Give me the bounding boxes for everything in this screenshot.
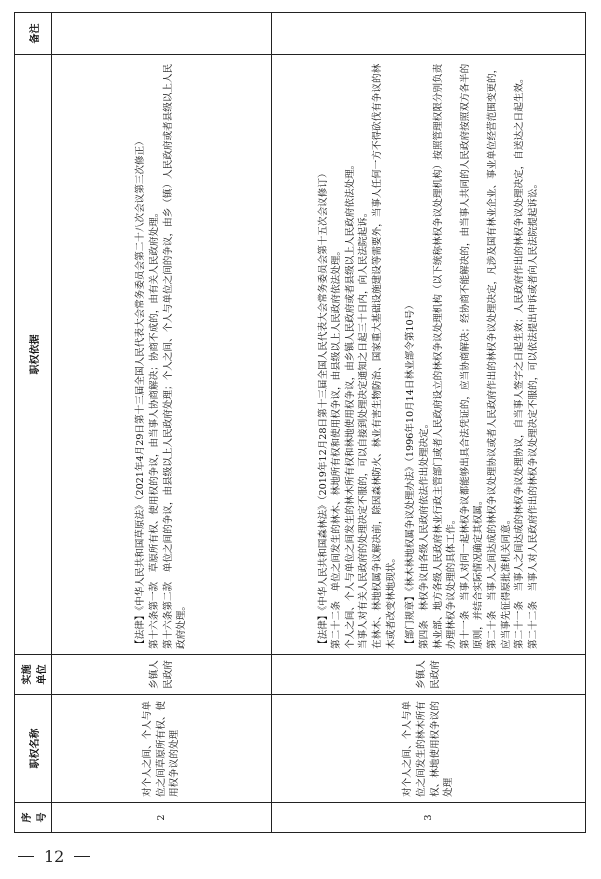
basis-line: 第二十一条 当事人之间达成的林权争议处理协议，自当事人签字之日起生效；人民政府作出的林权争议处理决定，自送达之日起生效。 [514,73,526,649]
table-header-row [15,13,52,833]
basis-line: 在林木、林地权属争议解决前，除因森林防火、林业有害生物防治、国家重大基础设施建设等需要外，当事人任何一方不得砍伐有争议的林木或者改变林地现状。 [372,63,397,649]
basis-line: 第二十二条 单位之间发生的林木、林地所有权和使用权争议，由县级以上人民政府依法处理。 [331,246,343,649]
basis-line: 【法律】《中华人民共和国森林法》（2019年12月28日第十三届全国人民代表大会常务委员会第十五次会议修订） [317,168,329,649]
row-authority-name: 对个人之间、个人与单位之间草原所有权、使用权争议的处理 [52,695,272,803]
row-seq: 2 [52,803,272,833]
basis-line: 林业部、地方各级人民政府林业行政主管部门或者人民政府设立的林权争议处理机构（以下统称林权争议处理机构）按照管理权限分别负责办理林权争议处理的具体工作。 [432,63,458,649]
row-basis [272,55,586,655]
basis-line: 【部门规章】《林木林地权属争议处理办法》（1996年10月14日林业部令第10号） [405,300,417,649]
authority-table [14,12,586,833]
basis-line: 第十六条第二款 单位之间的争议，由县级以上人民政府处理；个人之间、个人与单位之间的争议，由乡（镇）人民政府或者县级以上人民政府处理。 [162,63,188,649]
basis-line: 第十六条第一款 草原所有权、使用权的争议，由当事人协商解决；协商不成的，由有关人民政府处理。 [148,207,160,649]
rotated-table-page [14,13,586,833]
basis-line: 个人之间、个人与单位之间发生的林木所有权和林地使用权争议，由乡镇人民政府或者县级以上人民政府依法处理。 [344,159,356,649]
row-note [52,13,272,55]
table-row [52,13,272,833]
basis-line: 第十一条 当事人对同一起林权争议都能够出具合法凭证的，应当协商解决；经协商不能解决的，由当事人共同的人民政府按照双方各半的原则，并结合实际情况确定其权属。 [459,63,485,649]
row-note [272,13,586,55]
footer-dash-right [74,856,90,857]
row-unit: 乡镇人民政府 [272,655,586,695]
basis-line: 第二十条 当事人之间达成的林权争议处理协议或者人民政府作出的林权争议处理决定，凡涉及国有林业企业、事业单位经营范围变更的，应当事先征得原批准机关同意。 [486,63,512,649]
table-row [272,13,586,833]
header-name: 职权名称 [15,695,52,803]
basis-line: 当事人对有关人民政府的处理决定不服的，可以自接到处理决定通知之日起三十日内，向人民法院起诉。 [358,207,370,649]
page-number: 12 [44,846,65,866]
basis-line: 【法律】《中华人民共和国草原法》（2021年4月29日第十三届全国人民代表大会常务委员会第二十八次会议第三次修正） [135,136,147,649]
header-basis: 职权依据 [15,55,52,655]
basis-line: 第四条 林权争议由各级人民政府依法作出处理决定。 [418,418,430,649]
row-unit: 乡镇人民政府 [52,655,272,695]
basis-line: 第二十二条 当事人对人民政府作出的林权争议处理决定不服的，可以依法提出申诉或者向人民法院提起诉讼。 [527,178,539,649]
header-seq: 序号 [15,803,52,833]
footer-dash-left [18,856,34,857]
row-seq: 3 [272,803,586,833]
header-note: 备注 [15,13,52,55]
header-unit: 实施单位 [15,655,52,695]
row-basis [52,55,272,655]
page-footer [18,846,138,866]
row-authority-name: 对个人之间、个人与单位之间发生的林木所有权、林地使用权争议的处理 [272,695,586,803]
